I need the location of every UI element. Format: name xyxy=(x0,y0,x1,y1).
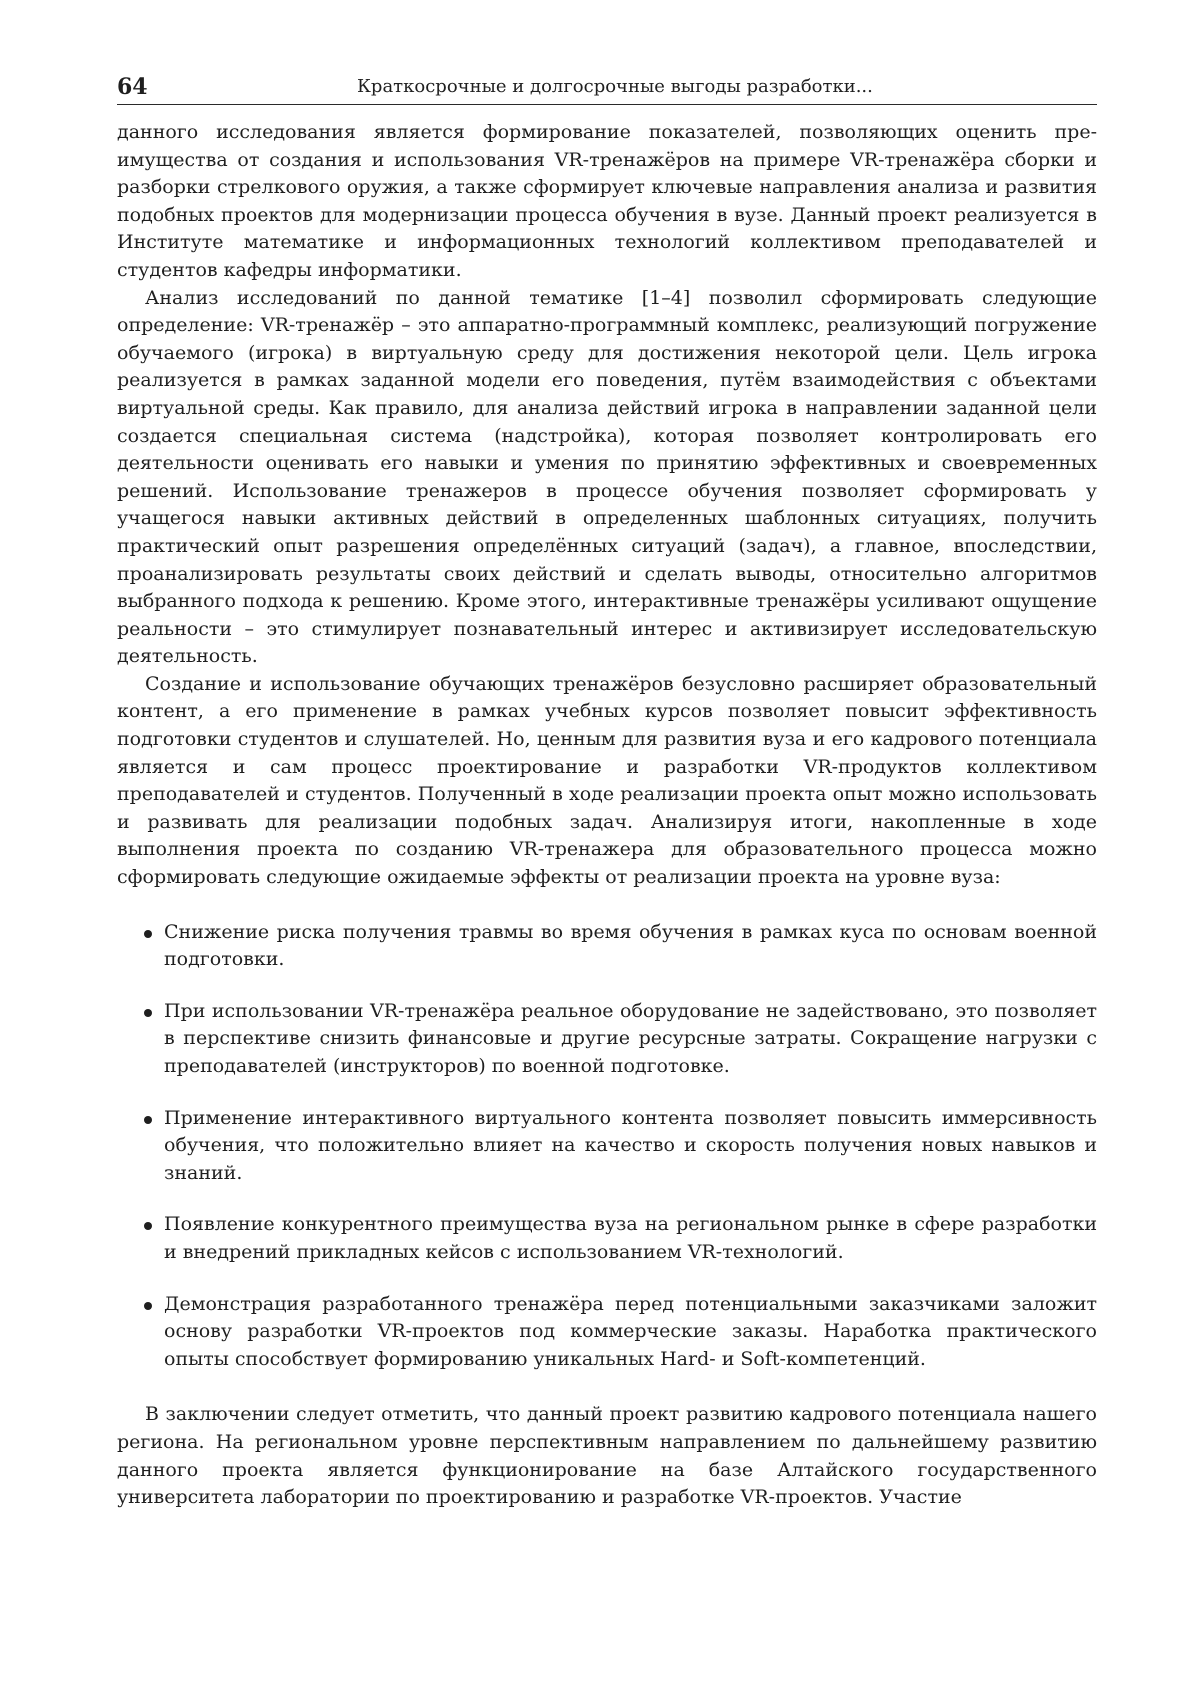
paragraph-effects-intro: Создание и использование обучающих тренажёров безусловно расширяет образовательный контент, а его применение в рамках учебных курсов позволяет повысит эффективность подготовки студентов и слушателей. Но, ценным для развития вуза и его кадрового потенциала является и сам процесс проектирование и разработки VR-продуктов коллективом преподавателей и студентов. Полученный в ходе реализации проекта опыт можно использовать и развивать для реализации подобных задач. Анализируя итоги, накопленные в ходе выполнения проекта по созданию VR-тренажера для образовательного процесса можно сформировать следующие ожидаемые эффекты от реализации проекта на уровне вуза: xyxy=(117,672,1097,889)
bullet-icon xyxy=(144,1009,152,1017)
list-item-text: Появление конкурентного преимущества вуза на региональном рынке в сфере разработки и внедрений прикладных кейсов с использованием VR-технологий. xyxy=(164,1213,1097,1263)
list-item xyxy=(117,1291,1097,1374)
paragraph-continuation: данного исследования является формирование показателей, позволяющих оценить преимущества от создания и использования VR-тренажёров на примере VR-тренажёра сборки и разборки стрелкового оружия, а также сформирует ключевые направления анализа и развития подобных проектов для модернизации процесса обучения в вузе. Данный проект реализуется в Институте математике и информационных технологий коллективом преподавателей и студентов кафедры информатики. xyxy=(117,121,1097,281)
running-head xyxy=(117,70,1097,105)
list-item-text: Снижение риска получения травмы во время обучения в рамках куса по основам военной подготовки. xyxy=(164,920,1097,971)
list-item-text: При использовании VR-тренажёра реальное оборудование не задействовано, это позволяет в перспективе снизить финансовые и другие ресурсные затраты. Сокращение нагрузки с преподавателей (инструкторов) по военной подготовке. xyxy=(164,999,1097,1077)
effects-list xyxy=(117,919,1097,1374)
bullet-icon xyxy=(144,930,152,938)
list-item xyxy=(117,998,1097,1081)
list-item xyxy=(117,1105,1097,1188)
running-title: Краткосрочные и долгосрочные выгоды разработки... xyxy=(357,76,873,97)
paragraph-definition: Анализ исследований по данной тематике [1–4] позволил сформировать следующие определение: VR-тренажёр – это аппаратно-программный комплекс, реализующий погружение обучаемого (игрока) в виртуальную среду для достижения некоторой цели. Цель игрока реализуется в рамках заданной модели его поведения, путём взаимодействия с объектами виртуальной среды. Как правило, для анализа действий игрока в направлении заданной цели создается специальная система (надстройка), которая позволяет контролировать его деятельности оценивать его навыки и умения по принятию эффективных и своевременных решений. Использование тренажеров в процессе обучения позволяет сформировать у учащегося навыки активных действий в определенных шаблонных ситуациях, получить практический опыт разрешения определённых ситуаций (задач), а главное, впоследствии, проанализировать результаты своих действий и сделать выводы, относительно алгоритмов выбранного подхода к решению. Кроме этого, интерактивные тренажёры усиливают ощущение реальности – это стимулирует познавательный интерес и активизирует исследовательскую деятельность. xyxy=(117,286,1097,668)
page xyxy=(117,70,1097,1512)
list-item-text: Применение интерактивного виртуального контента позволяет повысить иммерсивность обучения, что положительно влияет на качество и скорость получения новых навыков и знаний. xyxy=(164,1106,1097,1184)
list-item xyxy=(117,919,1097,974)
body-text xyxy=(117,119,1097,1512)
list-item xyxy=(117,1211,1097,1266)
bullet-icon xyxy=(144,1116,152,1124)
list-item-text: Демонстрация разработанного тренажёра перед потенциальными заказчиками заложит основу разработки VR-проектов под коммерческие заказы. Наработка практического опыты способствует формированию уникальных Hard- и Soft-компетенций. xyxy=(164,1292,1097,1370)
page-number: 64 xyxy=(117,74,148,100)
bullet-icon xyxy=(144,1222,152,1230)
paragraph-conclusion: В заключении следует отметить, что данный проект развитию кадрового потенциала нашего региона. На региональном уровне перспективным направлением по дальнейшему развитию данного проекта является функционирование на базе Алтайского государственного университета лаборатории по проектированию и разработке VR-проектов. Участие xyxy=(117,1403,1097,1509)
bullet-icon xyxy=(144,1302,152,1310)
